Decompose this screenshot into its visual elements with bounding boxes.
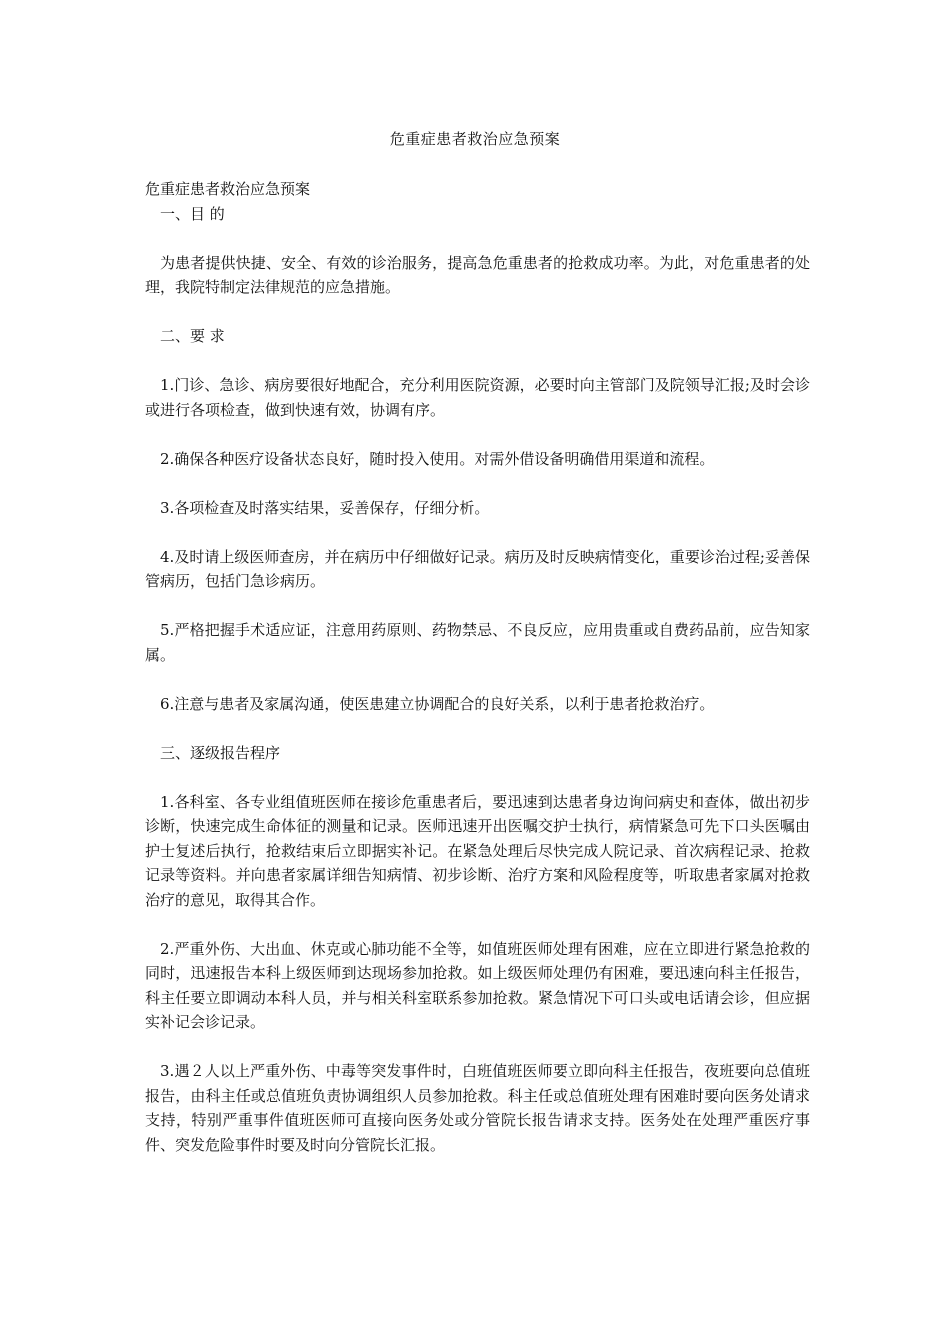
section-3-item: 2.严重外伤、大出血、休克或心肺功能不全等，如值班医师处理有困难，应在立即进行紧急抢救的同时，迅速报告本科上级医师到达现场参加抢救。如上级医师处理仍有困难，要迅速向科主任报告，科主任要立即调动本科人员，并与相关科室联系参加抢救。紧急情况下可口头或电话请会诊，但应据实补记会诊记录。 [145, 939, 810, 1031]
section-3-heading: 三、逐级报告程序 [160, 743, 281, 762]
section-2-heading: 二、要 求 [160, 327, 225, 345]
section-2-item: 2.确保各种医疗设备状态良好，随时投入使用。对需外借设备明确借用渠道和流程。 [160, 449, 715, 468]
section-2-item: 3.各项检查及时落实结果，妥善保存，仔细分析。 [160, 498, 490, 517]
document-body [145, 177, 810, 1182]
section-2-item: 4.及时请上级医师查房，并在病历中仔细做好记录。病历及时反映病情变化，重要诊治过程;妥善保管病历，包括门急诊病历。 [145, 547, 810, 590]
section-3-item: 1.各科室、各专业组值班医师在接诊危重患者后，要迅速到达患者身边询问病史和查体，做出初步诊断，快速完成生命体征的测量和记录。医师迅速开出医嘱交护士执行，病情紧急可先下口头医嘱由护士复述后执行，抢救结束后立即据实补记。在紧急处理后尽快完成人院记录、首次病程记录、抢救记录等资料。并向患者家属详细告知病情、初步诊断、治疗方案和风险程度等，听取患者家属对抢救治疗的意见，取得其合作。 [145, 792, 810, 909]
section-1-paragraph: 为患者提供快捷、安全、有效的诊治服务，提高急危重患者的抢救成功率。为此，对危重患者的处理，我院特制定法律规范的应急措施。 [145, 253, 810, 296]
section-2-item: 6.注意与患者及家属沟通，使医患建立协调配合的良好关系，以利于患者抢救治疗。 [160, 694, 715, 713]
section-2-item: 5.严格把握手术适应证，注意用药原则、药物禁忌、不良反应，应用贵重或自费药品前，应告知家属。 [145, 621, 810, 664]
document-title: 危重症患者救治应急预案 [389, 130, 561, 148]
document-subtitle: 危重症患者救治应急预案 [145, 180, 311, 198]
section-3-item: 3.遇２人以上严重外伤、中毒等突发事件时，白班值班医师要立即向科主任报告，夜班要向总值班报告，由科主任或总值班负责协调组织人员参加抢救。科主任或总值班处理有困难时要向医务处请求支持，特别严重事件值班医师可直接向医务处或分管院长报告请求支持。医务处在处理严重医疗事件、突发危险事件时要及时向分管院长汇报。 [145, 1062, 810, 1154]
section-1-heading: 一、目 的 [160, 204, 225, 223]
section-2-item: 1.门诊、急诊、病房要很好地配合，充分利用医院资源，必要时向主管部门及院领导汇报;及时会诊或进行各项检查，做到快速有效，协调有序。 [145, 376, 810, 419]
